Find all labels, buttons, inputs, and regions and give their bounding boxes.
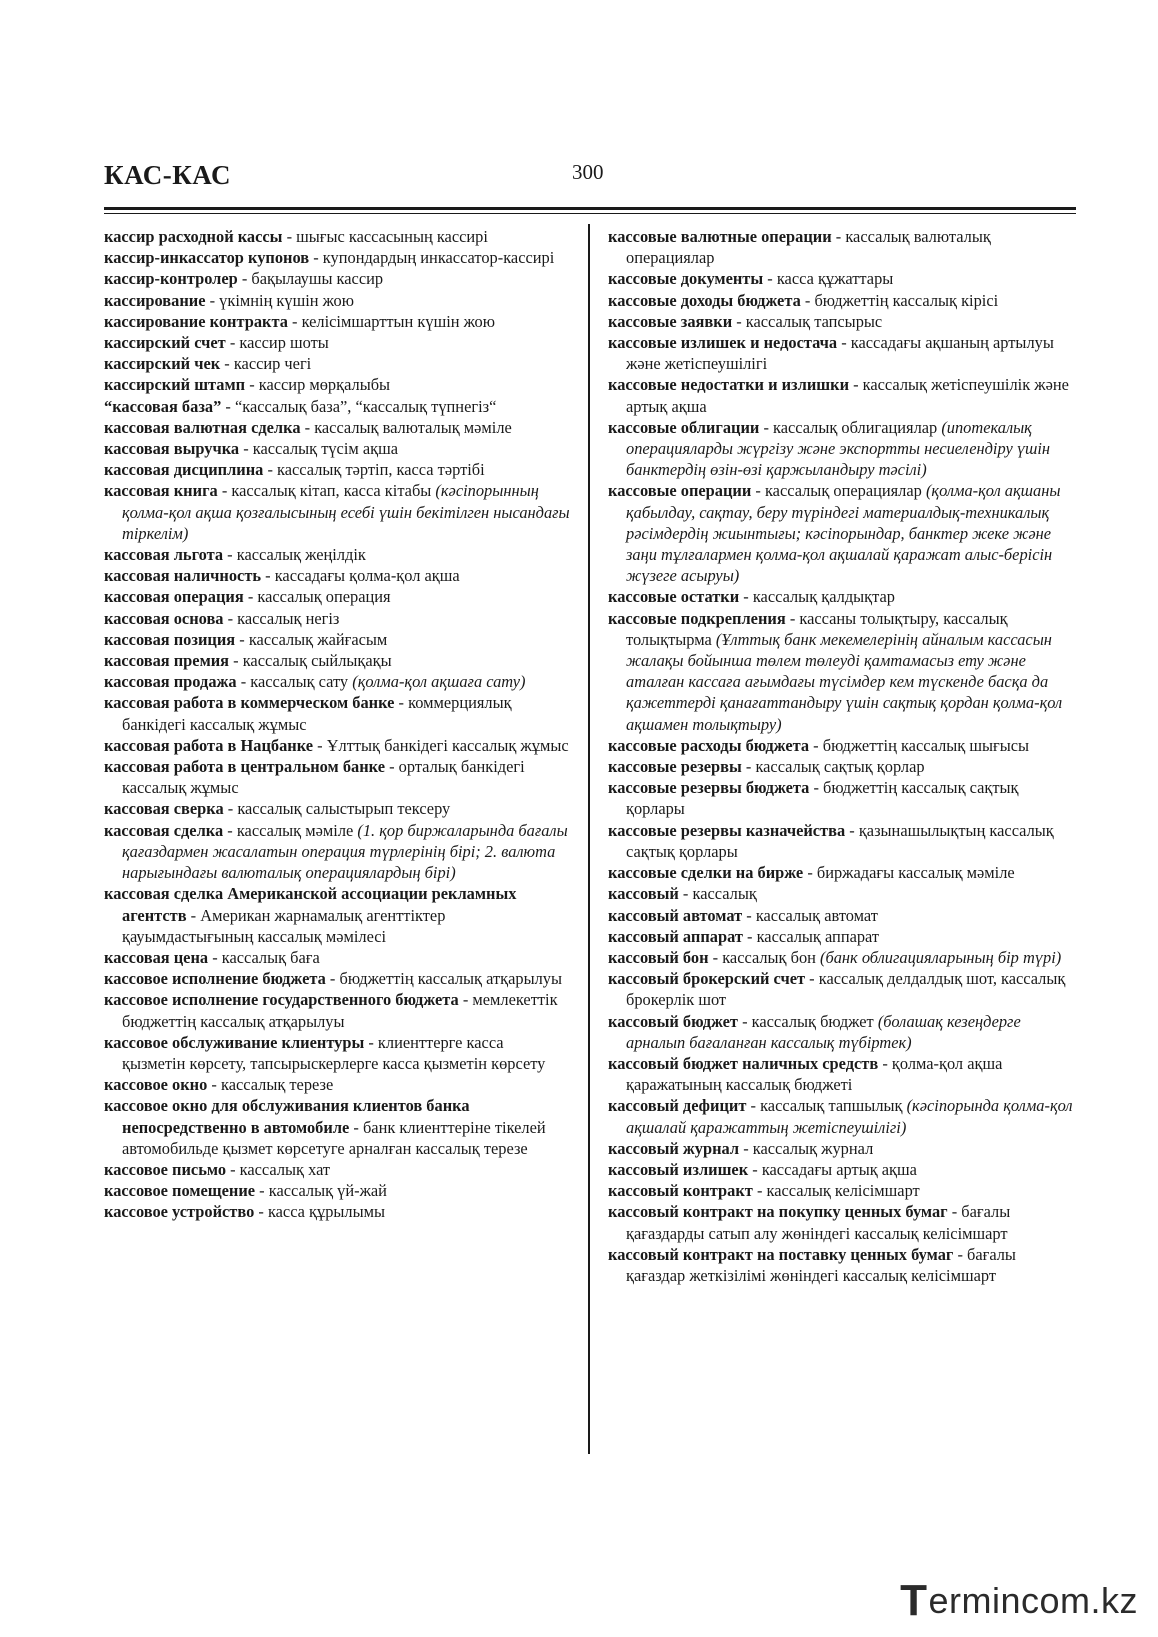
dictionary-entry — [104, 226, 570, 247]
entry-translation: касса құжаттары — [776, 269, 894, 289]
entry-translation: кассалық сыйлықақы — [242, 651, 392, 671]
entry-term: кассовая выручка — [104, 439, 240, 459]
entry-translation: кассалық мәміле — [236, 820, 354, 840]
entry-separator: - — [751, 481, 765, 501]
entry-term: кассирование контракта — [104, 311, 288, 331]
column-divider — [588, 224, 590, 1454]
dictionary-entry — [608, 290, 1078, 311]
dictionary-entry — [608, 905, 1078, 926]
entry-translation: кассалық түсім ақша — [252, 439, 398, 459]
entry-translation: биржадағы кассалық мәміле — [816, 863, 1015, 883]
entry-translation: кассалық сақтық қорлар — [755, 757, 925, 777]
entry-translation: кассалық журнал — [752, 1138, 874, 1158]
entry-term: кассовая работа в центральном банке — [104, 757, 385, 777]
entry-translation: кассалық валюталық мәміле — [314, 417, 512, 437]
entry-separator: - — [261, 566, 275, 586]
entry-separator: - — [394, 693, 409, 713]
dictionary-entry — [104, 374, 570, 395]
entry-translation: кассалық қалдықтар — [752, 587, 895, 607]
entry-term: кассовая наличность — [104, 566, 262, 586]
dictionary-entry — [608, 968, 1078, 1010]
entry-translation: бюджеттің кассалық кірісі — [814, 290, 999, 310]
dictionary-entry — [104, 247, 570, 268]
entry-translation: кассалық тәртіп, касса тәртібі — [277, 460, 485, 480]
entry-separator: - — [229, 651, 243, 671]
entry-term: кассовая операция — [104, 587, 244, 607]
entry-separator: - — [732, 311, 746, 331]
entry-separator: - — [708, 947, 723, 967]
section-title: КАС-КАС — [104, 160, 231, 190]
entry-translation: кассаны толықтыру, кассалық толықтырма — [626, 608, 1008, 649]
dictionary-entry — [608, 268, 1078, 289]
entry-term: кассовая основа — [104, 608, 224, 628]
entry-term: кассовый аппарат — [608, 926, 743, 946]
entry-separator: - — [243, 587, 258, 607]
dictionary-entry — [104, 798, 570, 819]
entry-term: кассовый бюджет — [608, 1011, 738, 1031]
entry-translation: кассалық бюджет — [751, 1011, 874, 1031]
entry-translation: қазынашылықтың кассалық сақтық қорлары — [626, 820, 1054, 861]
entry-term: кассовая сделка Американской ассоциации рекламных агентств — [104, 884, 517, 925]
page-header — [104, 158, 1076, 210]
dictionary-entry — [104, 332, 570, 353]
dictionary-entry — [104, 311, 570, 332]
entry-translation: бағалы қағаздар жеткізілімі жөніндегі кассалық келісімшарт — [626, 1244, 1016, 1285]
entry-term: кассовый контракт на покупку ценных бумаг — [608, 1202, 948, 1222]
entry-separator: - — [803, 863, 817, 883]
entry-separator: - — [245, 375, 259, 395]
entry-term: кассовое окно для обслуживания клиентов банка непосредственно в автомобиле — [104, 1096, 470, 1137]
dictionary-entry — [104, 947, 570, 968]
entry-separator: - — [205, 290, 220, 310]
dictionary-entry — [104, 968, 570, 989]
header-rule-thick — [104, 207, 1076, 210]
entry-term: кассовые операции — [608, 481, 752, 501]
entry-note: (Ұлттық банк мекемелерінің айналым кассасын жалақы бойынша төлем төлеуді қамтамасыз ету және аталған кассаға ағымдағы түсімдер кем түскенде басқа да қажеттерді қанағаттандыру үшін сақтық қордан қолма-қол ақшамен толықтыру) — [626, 629, 1063, 734]
entry-separator: - — [678, 884, 693, 904]
entry-note: (ипотекалық операцияларды жүргізу және экспортты несиелендіру үшін банктердің өзін-өзі қаржыландыру тәсілі) — [626, 417, 1051, 480]
entry-separator: - — [237, 269, 252, 289]
entry-separator: - — [785, 608, 800, 628]
entry-separator: - — [805, 969, 819, 989]
entry-translation: кассалық операциялар — [764, 481, 922, 501]
entry-separator: - — [763, 269, 777, 289]
dictionary-entry — [104, 396, 570, 417]
entry-separator: - — [739, 1138, 753, 1158]
dictionary-entry — [104, 438, 570, 459]
entry-note: (қолма-қол ақшаны қабылдау, сақтау, беру түріндегі материалдық-техникалық рәсімдердің жиынтығы; кәсіпорындар, банктер жеке және заңи тұлғалармен қолма-қол ақшалай қаражат алыс-берісін жүзеге асыруы) — [626, 481, 1061, 586]
watermark-first-letter: T — [900, 1576, 928, 1625]
entry-translation: кассалық кітап, касса кітабы — [231, 481, 432, 501]
dictionary-entry — [608, 820, 1078, 862]
dictionary-entry — [104, 671, 570, 692]
entry-translation: кассалық облигациялар — [773, 417, 938, 437]
entry-term: кассирский чек — [104, 354, 221, 374]
entry-note: (банк облигацияларының бір түрі) — [820, 947, 1062, 967]
dictionary-entry — [104, 268, 570, 289]
entry-term: кассовая работа в Нацбанке — [104, 735, 314, 755]
entry-term: кассовая льгота — [104, 545, 224, 565]
dictionary-entry — [608, 1244, 1078, 1286]
dictionary-entry — [104, 459, 570, 480]
entry-separator: - — [313, 735, 327, 755]
entry-term: кассовая дисциплина — [104, 460, 264, 480]
entry-separator: - — [223, 608, 238, 628]
entry-term: кассовые валютные операции — [608, 227, 832, 246]
entry-translation: коммерциялық банкідегі кассалық жұмыс — [122, 693, 512, 734]
entry-term: кассирский счет — [104, 333, 226, 353]
dictionary-entry — [608, 777, 1078, 819]
dictionary-entry — [104, 1032, 570, 1074]
entry-translation: қолма-қол ақша қаражатының кассалық бюджеті — [626, 1053, 1003, 1095]
dictionary-entry — [104, 1201, 570, 1222]
entry-translation: бюджеттің кассалық шығысы — [822, 735, 1030, 755]
dictionary-entry — [608, 862, 1078, 883]
entry-separator: - — [746, 1096, 761, 1116]
entry-translation: кассадағы ақшаның артылуы және жетіспеушілігі — [626, 333, 1054, 374]
entry-separator: - — [239, 439, 253, 459]
entry-translation: кассалық бон — [722, 947, 816, 967]
entry-translation: кассалық хат — [239, 1159, 331, 1179]
entry-separator: - — [255, 1181, 269, 1201]
dictionary-entry — [104, 586, 570, 607]
site-watermark — [900, 1576, 1138, 1625]
left-column — [104, 226, 570, 1223]
entry-separator: - — [800, 290, 815, 310]
entry-term: кассовые излишек и недостача — [608, 333, 838, 353]
entry-translation: орталық банкідегі кассалық жұмыс — [122, 757, 525, 798]
entry-separator: - — [325, 969, 340, 989]
dictionary-entry — [104, 650, 570, 671]
entry-translation: кассир шоты — [239, 333, 329, 353]
entry-separator: - — [282, 227, 297, 246]
entry-term: кассовый контракт — [608, 1181, 753, 1201]
entry-separator: - — [186, 905, 201, 925]
dictionary-entry — [608, 883, 1078, 904]
entry-term: кассовые резервы — [608, 757, 742, 777]
entry-translation: кассалық валюталық операциялар — [626, 227, 991, 268]
entry-term: кассовый бон — [608, 947, 709, 967]
entry-translation: кассалық үй-жай — [268, 1181, 387, 1201]
entry-term: кассир расходной кассы — [104, 227, 283, 246]
entry-term: кассовая работа в коммерческом банке — [104, 693, 395, 713]
entry-term: кассовые облигации — [608, 417, 760, 437]
entry-separator: - — [223, 820, 237, 840]
entry-separator: - — [837, 333, 851, 353]
dictionary-entry — [104, 290, 570, 311]
dictionary-entry — [104, 417, 570, 438]
entry-separator: - — [739, 587, 753, 607]
entry-term: кассовые документы — [608, 269, 764, 289]
entry-translation: “кассалық база”, “кассалық түпнегіз“ — [234, 396, 497, 416]
entry-translation: кассалық делдалдық шот, кассалық брокерлік шот — [626, 969, 1066, 1010]
entry-term: кассовое помещение — [104, 1181, 256, 1201]
dictionary-entry — [608, 480, 1078, 586]
dictionary-entry — [608, 226, 1078, 268]
dictionary-entry — [104, 883, 570, 947]
dictionary-entry — [104, 820, 570, 884]
entry-term: кассовая книга — [104, 481, 218, 501]
entry-term: кассовая премия — [104, 651, 230, 671]
entry-translation: кассалық аппарат — [756, 926, 880, 946]
entry-separator: - — [384, 757, 399, 777]
dictionary-entry — [608, 608, 1078, 735]
entry-translation: кассалық автомат — [755, 905, 878, 925]
entry-translation: кассалық жетіспеушілік және артық ақша — [626, 375, 1069, 416]
page-number: 300 — [572, 160, 604, 184]
entry-term: кассовый излишек — [608, 1159, 749, 1179]
dictionary-entry — [104, 989, 570, 1031]
header-rule-thin — [104, 213, 1076, 214]
entry-translation: бағалы қағаздарды сатып алу жөніндегі кассалық келісімшарт — [626, 1202, 1011, 1243]
entry-term: кассир-контролер — [104, 269, 238, 289]
entry-translation: клиенттерге касса қызметін көрсету, тапсырыскерлерге касса қызметін көрсету — [122, 1032, 546, 1073]
dictionary-entry — [104, 1095, 570, 1159]
entry-note: (кәсіпорында қолма-қол ақшалай қаражаттың жетіспеушілігі) — [626, 1096, 1073, 1137]
entry-separator: - — [809, 735, 823, 755]
dictionary-entry — [608, 1095, 1078, 1137]
dictionary-entry — [608, 1180, 1078, 1201]
dictionary-entry — [104, 756, 570, 798]
entry-translation: кассалық тапсырыс — [745, 311, 883, 331]
dictionary-entry — [608, 756, 1078, 777]
dictionary-entry — [608, 1053, 1078, 1095]
entry-term: кассовые резервы бюджета — [608, 778, 810, 798]
entry-separator: - — [752, 1181, 767, 1201]
entry-separator: - — [947, 1202, 962, 1222]
entry-term: кассовое письмо — [104, 1159, 227, 1179]
entry-term: кассовая сделка — [104, 820, 224, 840]
entry-separator: - — [223, 799, 238, 819]
entry-separator: - — [287, 311, 302, 331]
entry-term: кассовый — [608, 884, 679, 904]
entry-term: кассовый брокерский счет — [608, 969, 806, 989]
entry-separator: - — [225, 333, 240, 353]
entry-translation: мемлекеттік бюджеттің кассалық атқарылуы — [122, 990, 558, 1031]
entry-translation: кассалық тапшылық — [760, 1096, 903, 1116]
entry-separator: - — [254, 1202, 268, 1222]
entry-separator: - — [349, 1117, 363, 1137]
entry-translation: кассир мөрқалыбы — [258, 375, 391, 395]
dictionary-entry — [608, 735, 1078, 756]
entry-term: кассовое окно — [104, 1075, 208, 1095]
entry-separator: - — [300, 417, 315, 437]
entry-separator: - — [226, 1159, 240, 1179]
entry-separator: - — [849, 375, 863, 395]
entry-separator: - — [223, 545, 237, 565]
dictionary-entry — [608, 1201, 1078, 1243]
dictionary-entry — [608, 417, 1078, 481]
entry-note: (кәсіпорынның қолма-қол ақша қозғалысының есебі үшін бекітілген нысандағы тіркелім) — [122, 481, 570, 543]
entry-term: кассовое обслуживание клиентуры — [104, 1032, 365, 1052]
entry-translation: кассир чегі — [233, 354, 312, 374]
entry-separator: - — [235, 629, 249, 649]
entry-translation: кассалық баға — [221, 947, 320, 967]
entry-translation: кассалық операция — [257, 587, 391, 607]
entry-term: кассовое исполнение бюджета — [104, 969, 326, 989]
dictionary-entry — [104, 353, 570, 374]
entry-separator: - — [748, 1159, 762, 1179]
entry-term: кассовый журнал — [608, 1138, 740, 1158]
entry-separator: - — [831, 227, 846, 246]
entry-term: кассовая сверка — [104, 799, 224, 819]
entry-separator: - — [458, 990, 473, 1010]
entry-translation: касса құрылымы — [267, 1202, 385, 1222]
entry-term: кассовые подкрепления — [608, 608, 786, 628]
entry-term: кассовая продажа — [104, 672, 237, 692]
entry-translation: кассалық салыстырып тексеру — [237, 799, 451, 819]
entry-term: кассовое исполнение государственного бюджета — [104, 990, 459, 1010]
entry-term: кассовое устройство — [104, 1202, 255, 1222]
entry-separator: - — [364, 1032, 378, 1052]
dictionary-entry — [608, 374, 1078, 416]
entry-term: кассирский штамп — [104, 375, 246, 395]
dictionary-entry — [608, 1138, 1078, 1159]
entry-separator: - — [741, 757, 756, 777]
dictionary-entry — [608, 926, 1078, 947]
entry-separator: - — [953, 1244, 967, 1264]
entry-separator: - — [309, 248, 323, 268]
dictionary-entry — [104, 1159, 570, 1180]
entry-note: (болашақ кезеңдерге арналып бағаланған кассалық түбіртек) — [626, 1011, 1021, 1052]
entry-separator: - — [742, 926, 757, 946]
dictionary-entry — [608, 586, 1078, 607]
entry-term: кассовый бюджет наличных средств — [608, 1053, 879, 1073]
entry-term: кассир-инкассатор купонов — [104, 248, 310, 268]
entry-term: кассовый контракт на поставку ценных бумаг — [608, 1244, 954, 1264]
entry-translation: Американ жарнамалық агенттіктер қауымдастығының кассалық мәмілесі — [122, 905, 446, 946]
dictionary-entry — [608, 1159, 1078, 1180]
entry-separator: - — [809, 778, 823, 798]
entry-separator: - — [759, 417, 773, 437]
entry-term: кассовый автомат — [608, 905, 743, 925]
entry-term: кассовая цена — [104, 947, 209, 967]
entry-term: кассовые заявки — [608, 311, 733, 331]
entry-term: “кассовая база” — [104, 396, 222, 416]
entry-translation: кассадағы артық ақша — [761, 1159, 917, 1179]
dictionary-entry — [104, 480, 570, 544]
entry-separator: - — [220, 354, 234, 374]
entry-term: кассовые недостатки и излишки — [608, 375, 850, 395]
entry-term: кассовые расходы бюджета — [608, 735, 810, 755]
dictionary-entry — [104, 1180, 570, 1201]
entry-translation: банк клиенттеріне тікелей автомобильде қызмет көрсетуге арналған кассалық терезе — [122, 1117, 546, 1158]
entry-separator: - — [845, 820, 859, 840]
dictionary-entry — [104, 735, 570, 756]
entry-term: кассовый дефицит — [608, 1096, 747, 1116]
entry-separator: - — [236, 672, 251, 692]
dictionary-entry — [608, 332, 1078, 374]
entry-translation: кассалық келісімшарт — [766, 1181, 920, 1201]
entry-translation: бақылаушы кассир — [251, 269, 384, 289]
entry-separator: - — [742, 905, 756, 925]
entry-translation: бюджеттің кассалық атқарылуы — [339, 969, 562, 989]
entry-term: кассовая позиция — [104, 629, 236, 649]
entry-translation: кассадағы қолма-қол ақша — [274, 566, 460, 586]
entry-translation: шығыс кассасының кассирі — [296, 227, 488, 246]
entry-separator: - — [221, 396, 235, 416]
entry-translation: кассалық жеңілдік — [236, 545, 366, 565]
entry-note: (1. қор биржаларында бағалы қағаздармен жасалатын операция түрлерінің бірі; 2. валюта нарығындағы валюталық операциялардың бірі) — [122, 820, 568, 883]
dictionary-entry — [608, 311, 1078, 332]
dictionary-entry — [104, 608, 570, 629]
dictionary-entry — [608, 947, 1078, 968]
entry-note: (қолма-қол ақшаға сату) — [352, 672, 526, 692]
entry-separator: - — [208, 947, 222, 967]
dictionary-entry — [104, 692, 570, 734]
dictionary-entry — [608, 1011, 1078, 1053]
entry-separator: - — [878, 1053, 892, 1073]
entry-term: кассовые доходы бюджета — [608, 290, 801, 310]
entry-translation: бюджеттің кассалық сақтық қорлары — [626, 778, 1019, 819]
right-column — [608, 226, 1078, 1286]
entry-translation: келісімшарттын күшін жою — [301, 311, 495, 331]
entry-translation: купондардың инкассатор-кассирі — [322, 248, 555, 268]
entry-translation: кассалық терезе — [220, 1075, 334, 1095]
dictionary-entry — [104, 565, 570, 586]
entry-term: кассирование — [104, 290, 206, 310]
dictionary-entry — [104, 1074, 570, 1095]
entry-translation: кассалық сату — [250, 672, 349, 692]
entry-term: кассовая валютная сделка — [104, 417, 301, 437]
dictionary-entry — [104, 544, 570, 565]
entry-separator: - — [207, 1075, 221, 1095]
entry-term: кассовые резервы казначейства — [608, 820, 846, 840]
entry-translation: кассалық — [692, 884, 757, 904]
entry-separator: - — [738, 1011, 752, 1031]
entry-translation: кассалық жайғасым — [248, 629, 388, 649]
entry-separator: - — [217, 481, 232, 501]
entry-term: кассовые сделки на бирже — [608, 863, 804, 883]
entry-translation: кассалық негіз — [237, 608, 340, 628]
dictionary-entry — [104, 629, 570, 650]
entry-term: кассовые остатки — [608, 587, 740, 607]
watermark-text: ermincom.kz — [928, 1580, 1138, 1621]
entry-separator: - — [263, 460, 278, 480]
entry-translation: Ұлттық банкідегі кассалық жұмыс — [326, 735, 569, 755]
entry-translation: үкімнің күшін жою — [219, 290, 354, 310]
